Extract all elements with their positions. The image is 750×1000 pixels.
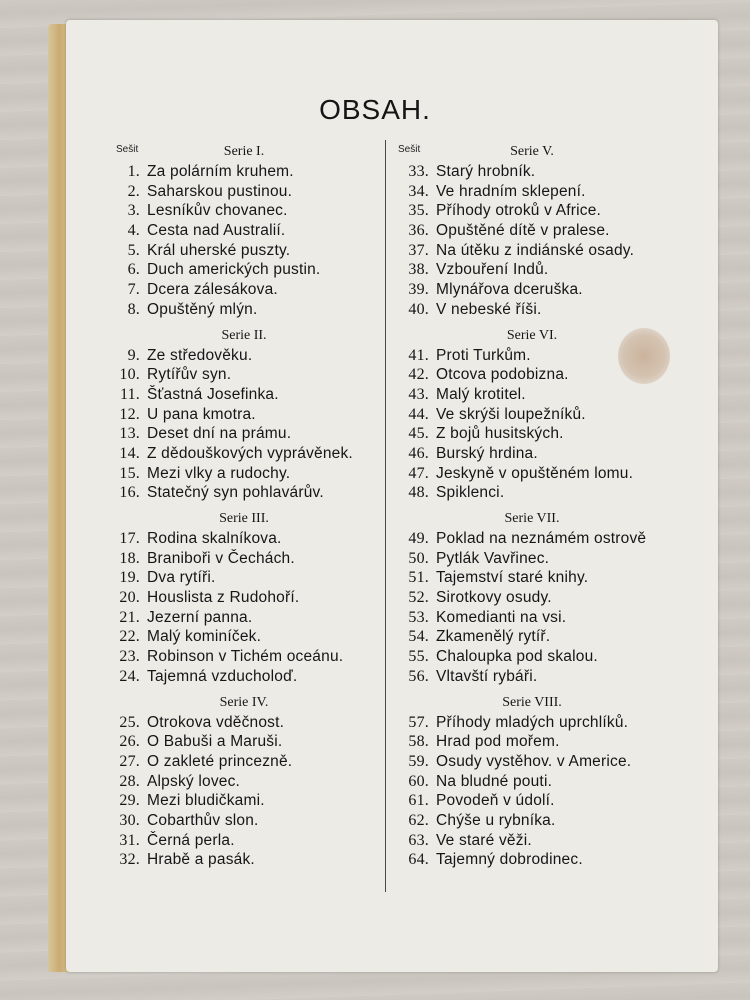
- toc-entry: [100, 221, 385, 241]
- volume-number: 33.: [408, 163, 429, 180]
- toc-entry: [388, 424, 688, 444]
- volume-number: 36.: [408, 222, 429, 240]
- toc-entry: [388, 260, 688, 280]
- volume-number: 15.: [119, 464, 140, 482]
- volume-title: O zakleté princezně.: [147, 752, 293, 770]
- volume-title: Malý kominíček.: [147, 628, 262, 646]
- volume-number: 23.: [119, 648, 140, 666]
- toc-entry: [388, 568, 688, 588]
- toc-entry: [388, 667, 688, 687]
- volume-number: 31.: [119, 831, 140, 849]
- volume-number: 53.: [408, 608, 429, 626]
- volume-number: 17.: [119, 530, 140, 547]
- toc-entry: [100, 201, 385, 221]
- volume-title: Otrokova vděčnost.: [147, 713, 285, 731]
- volume-number: 44.: [408, 405, 429, 423]
- column-divider: [385, 140, 386, 892]
- volume-number: 55.: [408, 648, 429, 666]
- volume-number: 1.: [127, 163, 140, 180]
- volume-title: Mezi vlky a rudochy.: [147, 464, 291, 482]
- volume-title: Braniboři v Čechách.: [147, 549, 295, 567]
- volume-number: 61.: [408, 792, 429, 810]
- volume-number: 29.: [119, 792, 140, 810]
- toc-entry: [100, 791, 385, 811]
- volume-title: Na útěku z indiánské osady.: [436, 241, 635, 259]
- volume-title: Komedianti na vsi.: [436, 608, 567, 626]
- toc-entry: [388, 241, 688, 261]
- toc-entry: [100, 260, 385, 280]
- volume-number: 6.: [127, 261, 140, 279]
- volume-number: 52.: [408, 589, 429, 607]
- toc-entry: [388, 608, 688, 628]
- volume-title: Z bojů husitských.: [436, 425, 564, 443]
- volume-title: Na bludné pouti.: [436, 772, 553, 790]
- volume-title: V nebeské říši.: [436, 300, 542, 318]
- toc-entry: [388, 162, 688, 182]
- serie-heading: Serie VII.: [504, 511, 560, 526]
- toc-entry: [100, 647, 385, 667]
- toc-entry: [388, 280, 688, 300]
- volume-number: 42.: [408, 366, 429, 384]
- volume-number: 41.: [408, 346, 429, 364]
- toc-entry: [388, 647, 688, 667]
- toc-entry: [388, 464, 688, 484]
- toc-entry: [100, 627, 385, 647]
- volume-title: Povodeň v údolí.: [436, 792, 555, 810]
- volume-number: 51.: [408, 569, 429, 587]
- toc-entry: [100, 444, 385, 464]
- volume-number: 47.: [408, 464, 429, 482]
- volume-number: 56.: [408, 667, 429, 685]
- volume-title: O Babuši a Maruši.: [147, 733, 283, 751]
- volume-title: Ve hradním sklepení.: [436, 182, 586, 200]
- volume-title: Tajemná vzducholoď.: [147, 667, 298, 685]
- volume-number: 48.: [408, 484, 429, 502]
- volume-title: Ve staré věži.: [436, 831, 532, 849]
- toc-column-left: [100, 142, 385, 870]
- toc-entry: [388, 791, 688, 811]
- toc-entry: [388, 627, 688, 647]
- volume-title: Alpský lovec.: [147, 772, 241, 790]
- volume-title: Vltavští rybáři.: [436, 667, 538, 685]
- volume-number: 46.: [408, 444, 429, 462]
- toc-entry: [388, 365, 688, 385]
- volume-title: Pytlák Vavřinec.: [436, 549, 550, 567]
- volume-number: 21.: [119, 608, 140, 626]
- toc-entry: [100, 385, 385, 405]
- volume-title: Sirotkovy osudy.: [436, 589, 552, 607]
- toc-entry: [100, 772, 385, 792]
- toc-entry: [100, 300, 385, 320]
- volume-number: 30.: [119, 811, 140, 829]
- volume-number: 62.: [408, 811, 429, 829]
- volume-number: 26.: [119, 733, 140, 751]
- volume-number: 28.: [119, 772, 140, 790]
- volume-title: Otcova podobizna.: [436, 366, 569, 384]
- volume-title: Saharskou pustinou.: [147, 182, 293, 200]
- toc-entry: [100, 608, 385, 628]
- volume-title: Hrabě a pasák.: [147, 851, 255, 869]
- volume-number: 11.: [119, 385, 140, 403]
- volume-number: 43.: [408, 385, 429, 403]
- volume-number: 37.: [408, 241, 429, 259]
- toc-entry: [100, 732, 385, 752]
- toc-entry: [388, 444, 688, 464]
- volume-title: Statečný syn pohlavárův.: [147, 484, 324, 502]
- volume-title: Jezerní panna.: [147, 608, 253, 626]
- volume-number: 27.: [119, 752, 140, 770]
- volume-title: Duch amerických pustin.: [147, 261, 321, 279]
- volume-title: Starý hrobník.: [436, 163, 536, 180]
- volume-number: 14.: [119, 444, 140, 462]
- volume-title: Proti Turkům.: [436, 346, 531, 364]
- volume-title: Vzbouření Indů.: [436, 261, 549, 279]
- volume-title: Šťastná Josefinka.: [147, 385, 279, 403]
- toc-entry: [388, 201, 688, 221]
- volume-title: Malý krotitel.: [436, 385, 526, 403]
- volume-number: 64.: [408, 851, 429, 869]
- volume-title: Poklad na neznámém ostrově: [436, 530, 647, 547]
- volume-title: Houslista z Rudohoří.: [147, 589, 300, 607]
- toc-entry: [100, 529, 385, 549]
- toc-entry: [388, 529, 688, 549]
- volume-number: 12.: [119, 405, 140, 423]
- volume-number: 59.: [408, 752, 429, 770]
- volume-title: Opuštěné dítě v pralese.: [436, 222, 610, 240]
- volume-title: Rodina skalníkova.: [147, 530, 282, 547]
- toc-entry: [388, 588, 688, 608]
- volume-title: Dcera zálesákova.: [147, 281, 278, 299]
- volume-number: 63.: [408, 831, 429, 849]
- volume-title: Za polárním kruhem.: [147, 163, 294, 180]
- toc-entry: [388, 385, 688, 405]
- volume-number: 54.: [408, 628, 429, 646]
- volume-title: Deset dní na prámu.: [147, 425, 292, 443]
- volume-number: 3.: [127, 202, 140, 220]
- toc-entry: [100, 667, 385, 687]
- volume-title: Chaloupka pod skalou.: [436, 648, 598, 666]
- volume-title: Rytířův syn.: [147, 366, 232, 384]
- toc-column-right: [388, 142, 688, 870]
- volume-title: Jeskyně v opuštěném lomu.: [436, 464, 634, 482]
- volume-number: 60.: [408, 772, 429, 790]
- volume-number: 25.: [119, 713, 140, 731]
- toc-entry: [388, 549, 688, 569]
- toc-entry: [100, 811, 385, 831]
- toc-entry: [388, 713, 688, 733]
- volume-title: Spiklenci.: [436, 484, 505, 502]
- toc-entry: [388, 732, 688, 752]
- volume-title: Ze středověku.: [147, 346, 253, 364]
- volume-number: 39.: [408, 281, 429, 299]
- toc-entry: [100, 424, 385, 444]
- volume-title: Mlynářova dceruška.: [436, 281, 583, 299]
- volume-title: Lesníkův chovanec.: [147, 202, 288, 220]
- volume-number: 19.: [119, 569, 140, 587]
- volume-number: 57.: [408, 713, 429, 731]
- volume-number: 20.: [119, 589, 140, 607]
- serie-heading: Serie IV.: [219, 694, 269, 710]
- toc-entry: [388, 405, 688, 425]
- volume-title: Tajemný dobrodinec.: [436, 851, 583, 869]
- toc-entry: [100, 280, 385, 300]
- volume-title: Robinson v Tichém oceánu.: [147, 648, 344, 666]
- toc-entry: [100, 483, 385, 503]
- toc-entry: [100, 405, 385, 425]
- toc-entry: [100, 365, 385, 385]
- volume-title: Příhody otroků v Africe.: [436, 202, 602, 220]
- volume-title: Opuštěný mlýn.: [147, 300, 258, 318]
- toc-entry: [100, 752, 385, 772]
- toc-entry: [388, 346, 688, 366]
- volume-title: Chýše u rybníka.: [436, 811, 556, 829]
- volume-number: 22.: [119, 628, 140, 646]
- toc-entry: [388, 182, 688, 202]
- volume-number: 34.: [408, 182, 429, 200]
- volume-title: Z dědouškových vyprávěnek.: [147, 444, 353, 462]
- toc-entry: [388, 752, 688, 772]
- toc-entry: [100, 713, 385, 733]
- page-title: OBSAH.: [319, 94, 431, 125]
- column-label-left: Sešit: [116, 144, 139, 155]
- toc-entry: [100, 464, 385, 484]
- volume-title: Král uherské puszty.: [147, 241, 291, 259]
- volume-number: 2.: [127, 182, 140, 200]
- toc-entry: [388, 831, 688, 851]
- toc-entry: [388, 483, 688, 503]
- toc-entry: [100, 241, 385, 261]
- serie-heading: Serie VI.: [506, 327, 558, 343]
- toc-entry: [388, 221, 688, 241]
- toc-entry: [388, 850, 688, 870]
- volume-title: Cobarthův slon.: [147, 811, 259, 829]
- volume-title: Zkamenělý rytíř.: [436, 628, 551, 646]
- column-label-right: Sešit: [398, 144, 421, 155]
- volume-title: Burský hrdina.: [436, 444, 538, 462]
- volume-title: Ve skrýši loupežníků.: [436, 405, 586, 423]
- serie-heading: Serie III.: [219, 511, 269, 526]
- volume-number: 10.: [119, 366, 140, 384]
- toc-entry: [100, 831, 385, 851]
- volume-number: 49.: [408, 530, 429, 547]
- volume-title: Mezi bludičkami.: [147, 792, 265, 810]
- volume-number: 58.: [408, 733, 429, 751]
- volume-title: Tajemství staré knihy.: [436, 569, 589, 587]
- toc-entry: [388, 772, 688, 792]
- volume-number: 18.: [119, 549, 140, 567]
- volume-number: 45.: [408, 425, 429, 443]
- volume-number: 5.: [127, 241, 140, 259]
- serie-heading: Serie I.: [223, 144, 265, 159]
- serie-heading: Serie V.: [510, 144, 554, 159]
- volume-number: 40.: [408, 300, 429, 318]
- volume-number: 4.: [127, 222, 140, 240]
- volume-number: 35.: [408, 202, 429, 220]
- serie-heading: Serie II.: [221, 327, 267, 343]
- volume-number: 7.: [127, 281, 140, 299]
- volume-title: Hrad pod mořem.: [436, 733, 560, 751]
- volume-number: 38.: [408, 261, 429, 279]
- toc-entry: [100, 182, 385, 202]
- volume-number: 16.: [119, 484, 140, 502]
- toc-entry: [388, 811, 688, 831]
- volume-number: 13.: [119, 425, 140, 443]
- volume-title: Příhody mladých uprchlíků.: [436, 713, 629, 731]
- volume-title: Cesta nad Australií.: [147, 222, 286, 240]
- volume-title: Černá perla.: [147, 831, 235, 849]
- toc-entry: [100, 568, 385, 588]
- toc-entry: [100, 346, 385, 366]
- volume-title: Dva rytíři.: [147, 569, 216, 587]
- toc-entry: [100, 850, 385, 870]
- volume-number: 9.: [127, 346, 140, 364]
- volume-number: 24.: [119, 667, 140, 685]
- toc-entry: [388, 300, 688, 320]
- toc-entry: [100, 588, 385, 608]
- volume-title: Osudy vystěhov. v Americe.: [436, 752, 632, 770]
- volume-number: 8.: [127, 300, 140, 318]
- serie-heading: Serie VIII.: [502, 694, 562, 710]
- volume-title: U pana kmotra.: [147, 405, 256, 423]
- volume-number: 50.: [408, 549, 429, 567]
- toc-entry: [100, 549, 385, 569]
- toc-entry: [100, 162, 385, 182]
- volume-number: 32.: [119, 851, 140, 869]
